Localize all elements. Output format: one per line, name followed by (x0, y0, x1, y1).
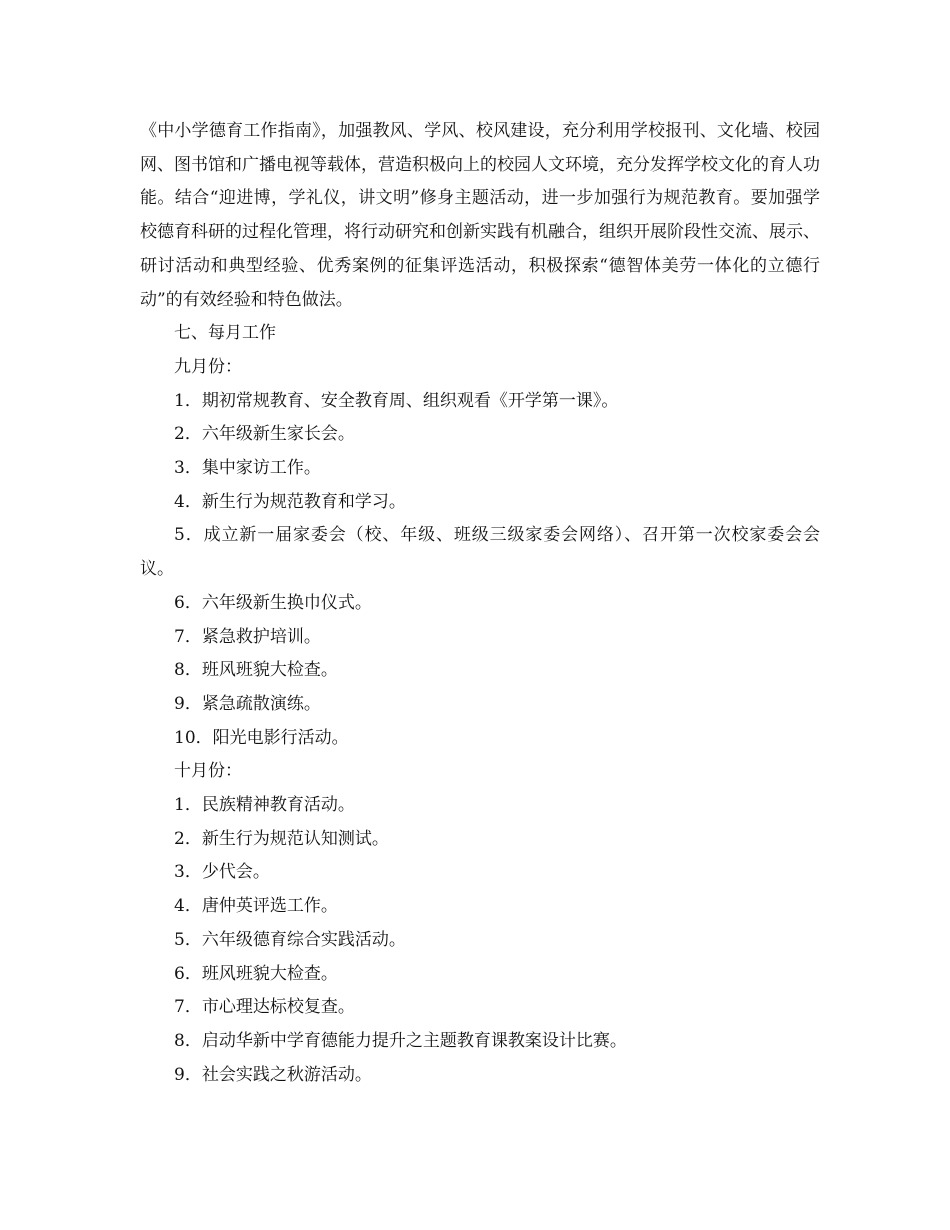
list-item: 5．成立新一届家委会（校、年级、班级三级家委会网络）、召开第一次校家委会会议。 (140, 525, 820, 580)
section-heading: 七、每月工作 (174, 323, 276, 344)
list-item: 9．紧急疏散演练。 (174, 693, 321, 714)
list-item: 9．社会实践之秋游活动。 (174, 1064, 372, 1085)
list-item: 1．民族精神教育活动。 (174, 795, 355, 816)
list-item: 6．六年级新生换巾仪式。 (174, 592, 372, 613)
list-item: 8．启动华新中学育德能力提升之主题教育课教案设计比赛。 (174, 1030, 627, 1051)
list-item: 4．唐仲英评选工作。 (174, 896, 338, 917)
september-heading: 九月份： (174, 356, 242, 377)
list-item: 1．期初常规教育、安全教育周、组织观看《开学第一课》。 (174, 390, 619, 411)
list-item: 8．班风班貌大检查。 (174, 660, 338, 681)
document-body (140, 115, 820, 1092)
intro-paragraph: 《中小学德育工作指南》，加强教风、学风、校风建设，充分利用学校报刊、文化墙、校园网、图书馆和广播电视等载体，营造积极向上的校园人文环境，充分发挥学校文化的育人功能。结合“迎进博，学礼仪，讲文明”修身主题活动，进一步加强行为规范教育。要加强学校德育科研的过程化管理，将行动研究和创新实践有机融合，组织开展阶段性交流、展示、研讨活动和典型经验、优秀案例的征集评选活动，积极探索“德智体美劳一体化的立德行动”的有效经验和特色做法。 (140, 121, 820, 310)
list-item: 4．新生行为规范教育和学习。 (174, 491, 406, 512)
october-heading: 十月份： (174, 761, 242, 782)
list-item: 5．六年级德育综合实践活动。 (174, 929, 406, 950)
list-item: 7．市心理达标校复查。 (174, 997, 355, 1018)
list-item: 10．阳光电影行活动。 (174, 727, 349, 748)
list-item: 3．少代会。 (174, 862, 270, 883)
list-item: 3．集中家访工作。 (174, 458, 321, 479)
list-item: 7．紧急救护培训。 (174, 626, 321, 647)
list-item: 6．班风班貌大检查。 (174, 963, 338, 984)
list-item: 2．六年级新生家长会。 (174, 424, 355, 445)
list-item: 2．新生行为规范认知测试。 (174, 828, 389, 849)
